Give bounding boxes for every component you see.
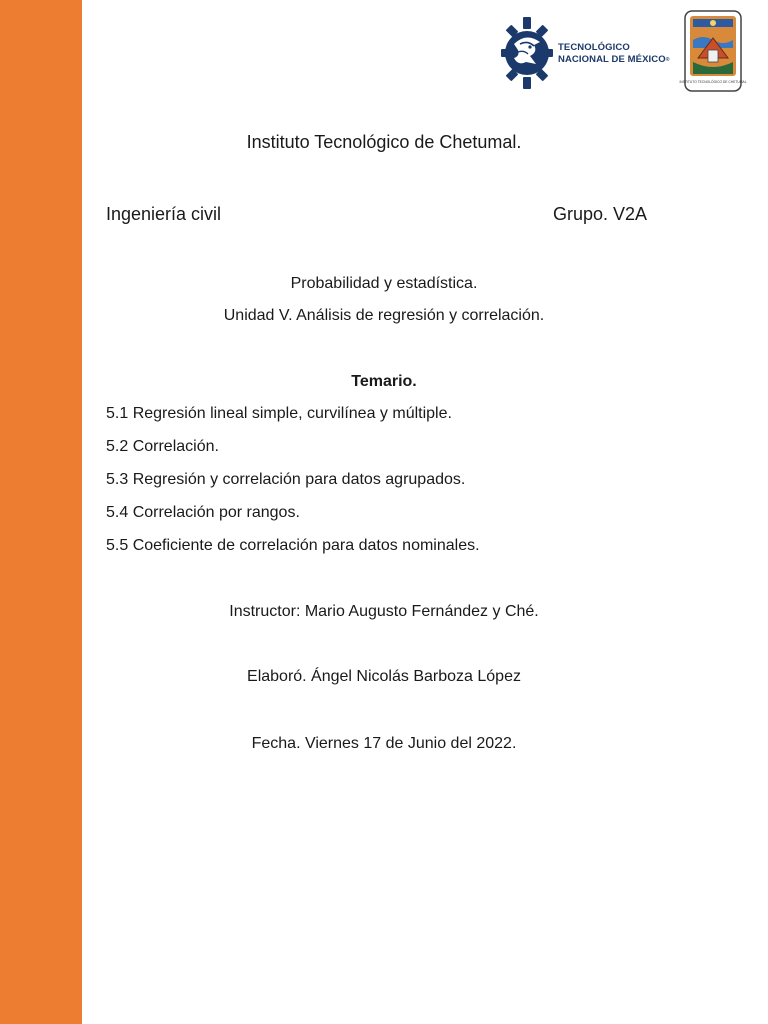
itch-crest-icon (679, 10, 747, 92)
syllabus-item: 5.5 Coeficiente de correlación para datos nominales. (106, 537, 480, 554)
subject-title: Probabilidad y estadística. (290, 275, 478, 292)
tecnm-logo-line1: TECNOLÓGICO (558, 42, 630, 53)
tecnm-logo-icon (500, 14, 556, 92)
tecnm-logo-line2: NACIONAL DE MÉXICO (558, 54, 666, 65)
institute-name: Instituto Tecnológico de Chetumal. (246, 132, 522, 152)
career-name: Ingeniería civil (106, 204, 222, 224)
author-line: Elaboró. Ángel Nicolás Barboza López (247, 668, 521, 685)
syllabus-item: 5.3 Regresión y correlación para datos agrupados. (106, 471, 466, 488)
tecnm-logo (500, 14, 680, 92)
syllabus-item: 5.2 Correlación. (106, 438, 219, 455)
instructor-line: Instructor: Mario Augusto Fernández y Ché. (229, 603, 539, 620)
unit-title: Unidad V. Análisis de regresión y correlación. (223, 307, 545, 324)
registered-mark: ® (665, 57, 670, 63)
itch-crest-caption: INSTITUTO TECNOLÓGICO DE CHETUMAL (679, 80, 747, 84)
syllabus-item: 5.1 Regresión lineal simple, curvilínea y múltiple. (106, 405, 452, 422)
orange-sidebar (0, 0, 82, 1024)
group-label: Grupo. V2A (553, 204, 648, 224)
tecnm-logo-text (558, 42, 670, 66)
syllabus-item: 5.4 Correlación por rangos. (106, 504, 300, 521)
syllabus-heading: Temario. (351, 373, 417, 390)
date-line: Fecha. Viernes 17 de Junio del 2022. (251, 735, 517, 752)
